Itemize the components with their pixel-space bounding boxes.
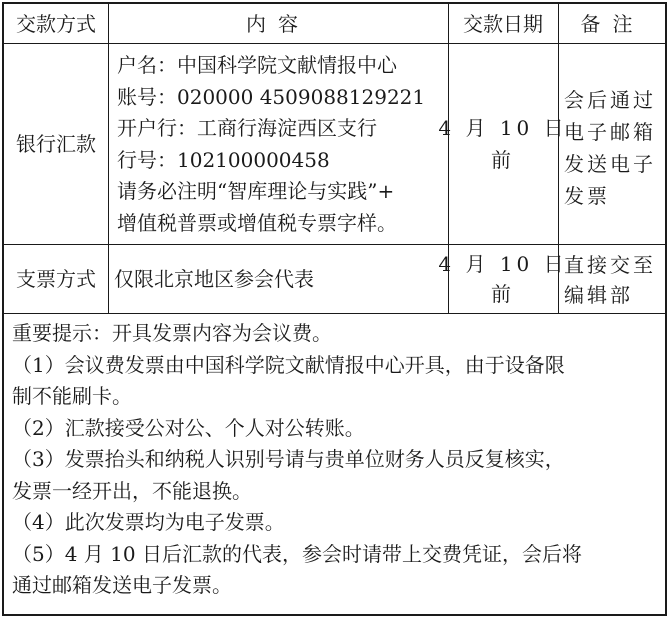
content-line: 账号：020000 4509088129221 (117, 84, 426, 109)
note-line: 编辑部 (564, 283, 633, 307)
notice-line: 制不能刷卡。 (12, 384, 132, 408)
note-line: 电子邮箱 (564, 120, 656, 144)
payment-table (2, 2, 667, 616)
cheque-date (438, 245, 568, 313)
date-line: 前 (491, 282, 515, 306)
content-line: 请务必注明“智库理论与实践”+ (117, 179, 395, 203)
content-line: 行号：102100000458 (117, 147, 330, 172)
bank-transfer-note (564, 84, 668, 212)
column-divider (108, 4, 109, 313)
note-line: 发票 (564, 184, 610, 208)
cheque-note (564, 250, 668, 310)
method-cheque: 支票方式 (16, 267, 96, 291)
notice-line: （5）4 月 10 日后汇款的代表，参会时请带上交费凭证，会后将 (12, 541, 582, 566)
date-line: 4 月 10 日 (438, 252, 568, 276)
content-line: 开户行：工商行海淀西区支行 (117, 116, 377, 140)
header-date: 交款日期 (463, 11, 543, 36)
content-line: 户名：中国科学院文献情报中心 (117, 53, 397, 77)
cheque-content: 仅限北京地区参会代表 (114, 267, 314, 291)
notice-line: 通过邮箱发送电子发票。 (12, 573, 232, 597)
notice-line: 重要提示：开具发票内容为会议费。 (12, 321, 332, 345)
bank-transfer-content (117, 50, 447, 239)
note-line: 直接交至 (564, 253, 656, 277)
notice-divider (4, 313, 665, 314)
content-line: 增值税普票或增值税专票字样。 (117, 210, 397, 235)
notice-line: （1）会议费发票由中国科学院文献情报中心开具，由于设备限 (12, 352, 565, 377)
date-line: 前 (491, 148, 515, 172)
header-note: 备注 (580, 11, 645, 36)
notice-line: （2）汇款接受公对公、个人对公转账。 (12, 415, 365, 440)
method-bank-transfer: 银行汇款 (16, 132, 96, 156)
notice-line: （3）发票抬头和纳税人识别号请与贵单位财务人员反复核实， (12, 447, 565, 471)
date-line: 4 月 10 日 (438, 116, 568, 140)
notice-line: （4）此次发票均为电子发票。 (12, 510, 285, 534)
important-notice (12, 318, 662, 602)
note-line: 发送电子 (564, 152, 656, 176)
header-content: 内容 (246, 11, 310, 36)
bank-transfer-date (438, 44, 568, 244)
notice-line: 发票一经开出，不能退换。 (12, 478, 252, 503)
note-line: 会后通过 (564, 88, 656, 112)
header-method: 交款方式 (16, 11, 96, 36)
